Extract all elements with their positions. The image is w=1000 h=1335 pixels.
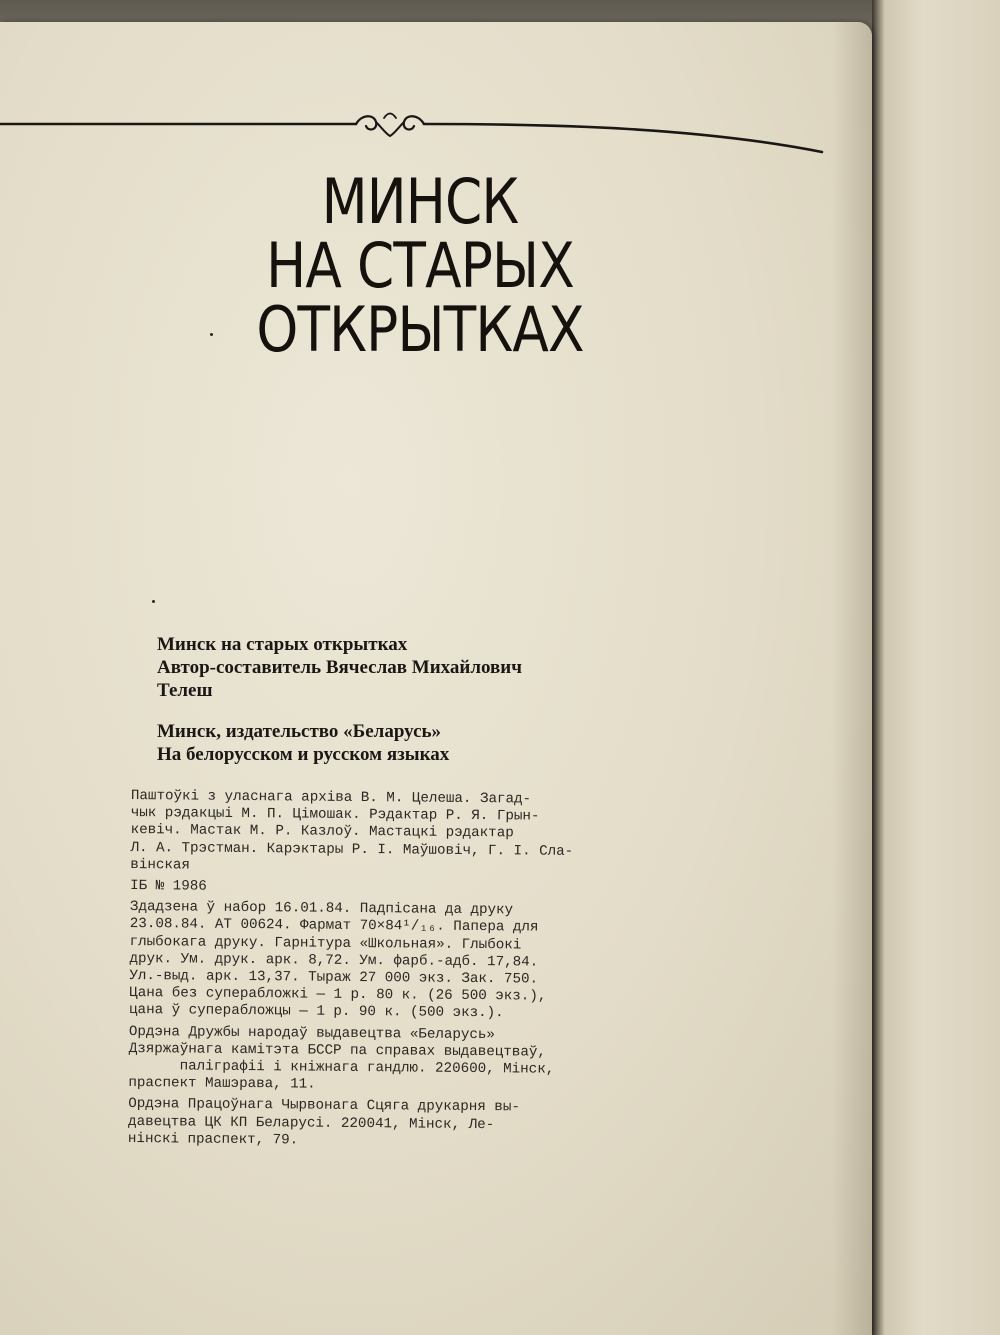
imprint-line: 23.08.84. АТ 00624. Фармат 70×84¹/₁₆. Папера для (129, 916, 539, 936)
adjacent-page-edge (872, 0, 1000, 1335)
imprint-line: Цана без суперабложкі — 1 р. 80 к. (26 500 экз.), (129, 985, 547, 1005)
imprint-line: Паштоўкі з уласнага архіва В. М. Целеша. Загад- (130, 788, 532, 808)
imprint-line: Л. А. Трэстман. Карэктары Р. І. Маўшовіч, Г. І. Сла- (130, 839, 574, 860)
stray-mark (210, 333, 213, 336)
header-ornament-rule (0, 110, 830, 160)
imprint-print-details (129, 899, 592, 1023)
imprint-ib-number (130, 878, 592, 899)
imprint-line: нінскі праспект, 79. (127, 1130, 299, 1149)
imprint-line: вінская (130, 856, 191, 874)
imprint-line: кевіч. Мастак М. Р. Казлоў. Мастацкі рэдактар (130, 822, 514, 842)
imprint-credits (130, 788, 593, 878)
title-line-1: МИНСК (321, 165, 519, 238)
title-line-3: ОТКРЫТКАХ (256, 293, 584, 366)
imprint-line: Ордэна Працоўнага Чырвонага Сцяга друкарня вы- (128, 1096, 520, 1116)
catalog-author-line: Телеш (157, 680, 213, 701)
catalog-author-line: Автор-составитель Вячеслав Михайлович (157, 657, 522, 678)
title-line-2: НА СТАРЫХ (266, 229, 574, 302)
imprint-line: Ул.-выд. арк. 13,37. Тыраж 27 000 экз. Зак. 750. (129, 968, 539, 988)
imprint-block (128, 788, 593, 1156)
imprint-line: чык рэдакцыі М. П. Цімошак. Рэдактар Р. Я. Грын- (130, 805, 540, 825)
imprint-line: давецтва ЦК КП Беларусі. 220041, Мінск, Ле- (128, 1113, 495, 1133)
imprint-line: Дзяржаўнага камітэта БССР па справах выдавецтваў, (128, 1040, 546, 1061)
imprint-line: цана ў суперабложцы — 1 р. 90 к. (500 экз.). (128, 1002, 504, 1022)
ib-number: ІБ № 1986 (130, 878, 207, 895)
imprint-line: праспект Машэрава, 11. (128, 1075, 316, 1093)
imprint-line: друк. Ум. друк. арк. 8,72. Ум. фарб.-адб. 17,84. (129, 950, 539, 971)
imprint-line: паліграфіі і кніжнага гандлю. 220600, Мінск, (128, 1058, 555, 1078)
stray-mark (152, 600, 155, 603)
catalog-entry (157, 633, 597, 766)
catalog-publisher: Минск, издательство «Беларусь» (157, 721, 442, 742)
book-title (231, 165, 609, 366)
imprint-line: Здадзена ў набор 16.01.84. Падпісана да друку (129, 899, 514, 919)
imprint-printer-info (128, 1096, 590, 1152)
page-gutter-shadow (832, 22, 872, 1335)
catalog-book-title: Минск на старых открытках (157, 634, 408, 655)
imprint-line: Ордэна Дружбы народаў выдавецтва «Беларусь» (128, 1023, 496, 1043)
imprint-line: глыбокага друку. Гарнітура «Школьная». Глыбокі (129, 933, 522, 954)
catalog-language: На белорусском и русском языках (157, 744, 450, 765)
imprint-publisher-info (128, 1024, 591, 1097)
